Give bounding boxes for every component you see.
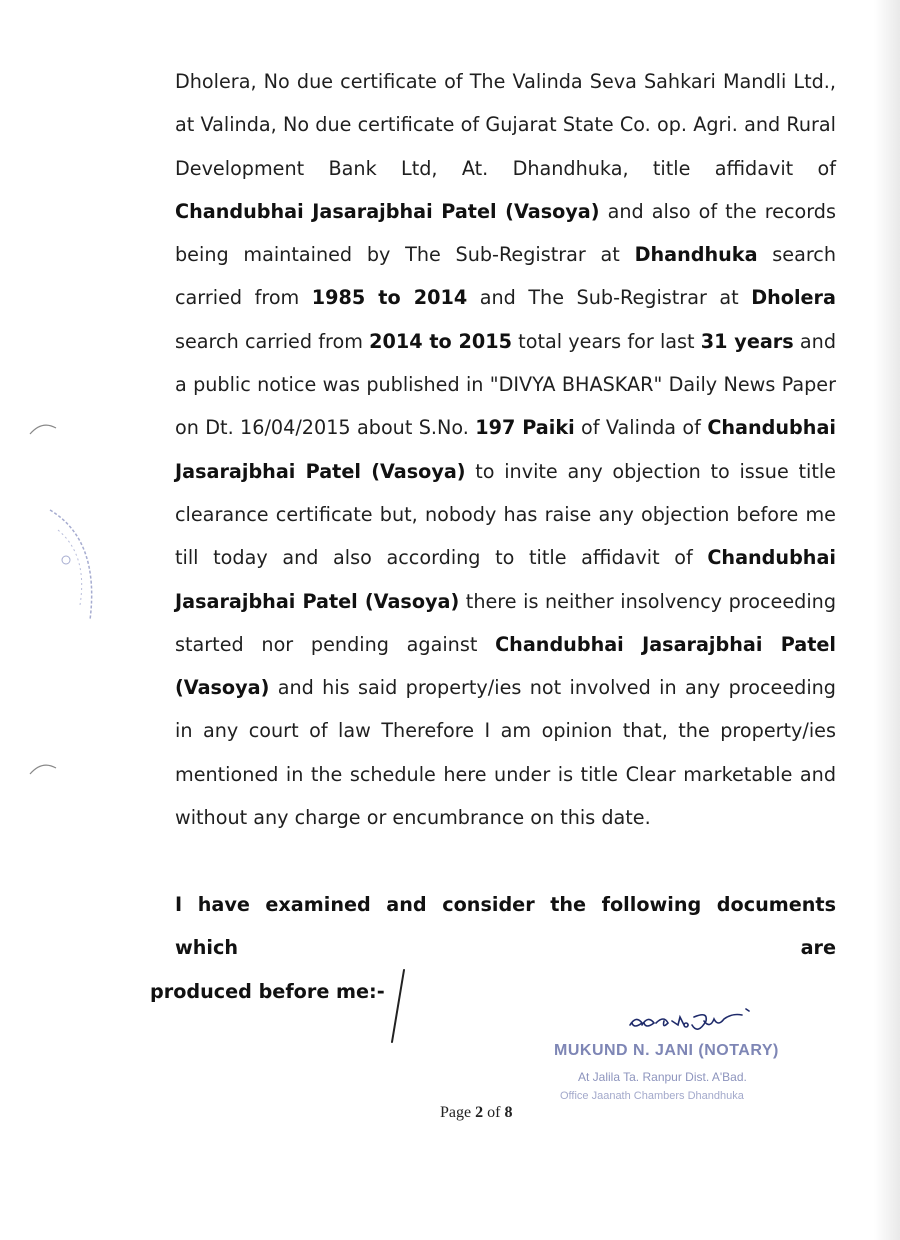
body-segment: there is neither insolvency proceeding started nor pending against (175, 589, 836, 656)
body-segment: search carried from (175, 243, 837, 310)
handwritten-signature (620, 995, 800, 1045)
heading-line-2: produced before me:- (150, 979, 385, 1003)
body-segment: search carried from (175, 329, 370, 353)
body-segment-bold: 1985 to 2014 (311, 286, 468, 310)
body-segment-bold: Dholera (751, 286, 836, 310)
notary-address: At Jalila Ta. Ranpur Dist. A'Bad. (578, 1070, 747, 1084)
page-edge-shadow (874, 0, 900, 1240)
body-segment: and also of the records being maintained by The Sub-Registrar at (175, 199, 836, 267)
body-paragraph (175, 60, 836, 839)
page-current: 2 (475, 1104, 484, 1121)
body-segment-bold: Chandubhai Jasarajbhai Patel (Vasoya) (175, 546, 836, 613)
page-total: 8 (504, 1104, 513, 1121)
page-number (440, 1104, 512, 1122)
notary-stamp (540, 995, 820, 1115)
body-segment-bold: Chandubhai Jasarajbhai Patel (Vasoya) (175, 199, 600, 223)
page-prefix: Page (440, 1104, 476, 1121)
body-segment-bold: 197 Paiki (475, 416, 575, 440)
documents-heading (150, 883, 836, 1013)
body-segment: of Valinda of (574, 416, 708, 440)
body-segment: to invite any objection to issue title clearance certificate but, nobody has raise any objection before me till today and also according to title affidavit of (175, 459, 836, 570)
body-segment: and his said property/ies not involved in any proceeding in any court of law Therefore I am opinion that, the property/ies mentioned in the schedule here under is title Clear marketable and without any charge or encumbrance on this date. (175, 676, 836, 830)
hole-punch-mark-upper (28, 418, 58, 438)
heading-line-1: I have examined and consider the following documents which are (175, 893, 836, 960)
page-mid: of (483, 1104, 505, 1121)
body-segment: and The Sub-Registrar at (467, 286, 752, 310)
round-seal-stamp-partial (30, 500, 110, 640)
body-segment-bold: 31 years (700, 329, 794, 353)
notary-name: MUKUND N. JANI (NOTARY) (554, 1042, 779, 1059)
body-segment: and a public notice was published in "DIVYA BHASKAR" Daily News Paper on Dt. 16/04/2015 about S.No. (175, 329, 837, 440)
pen-stroke-mark (388, 968, 408, 1046)
body-segment-bold: Chandubhai Jasarajbhai Patel (Vasoya) (175, 632, 836, 700)
body-segment: total years for last (511, 329, 701, 353)
hole-punch-mark-lower (28, 758, 58, 778)
body-segment-bold: 2014 to 2015 (369, 329, 512, 353)
body-segment-bold: Dhandhuka (634, 243, 758, 267)
notary-office: Office Jaanath Chambers Dhandhuka (560, 1090, 744, 1102)
body-segment: Dholera, No due certificate of The Valinda Seva Sahkari Mandli Ltd., at Valinda, No due certificate of Gujarat State Co. op. Agri. and Rural Development Bank Ltd, At. Dhandhuka, title affidavit of (175, 70, 836, 180)
body-segment-bold: Chandubhai Jasarajbhai Patel (Vasoya) (175, 416, 836, 483)
